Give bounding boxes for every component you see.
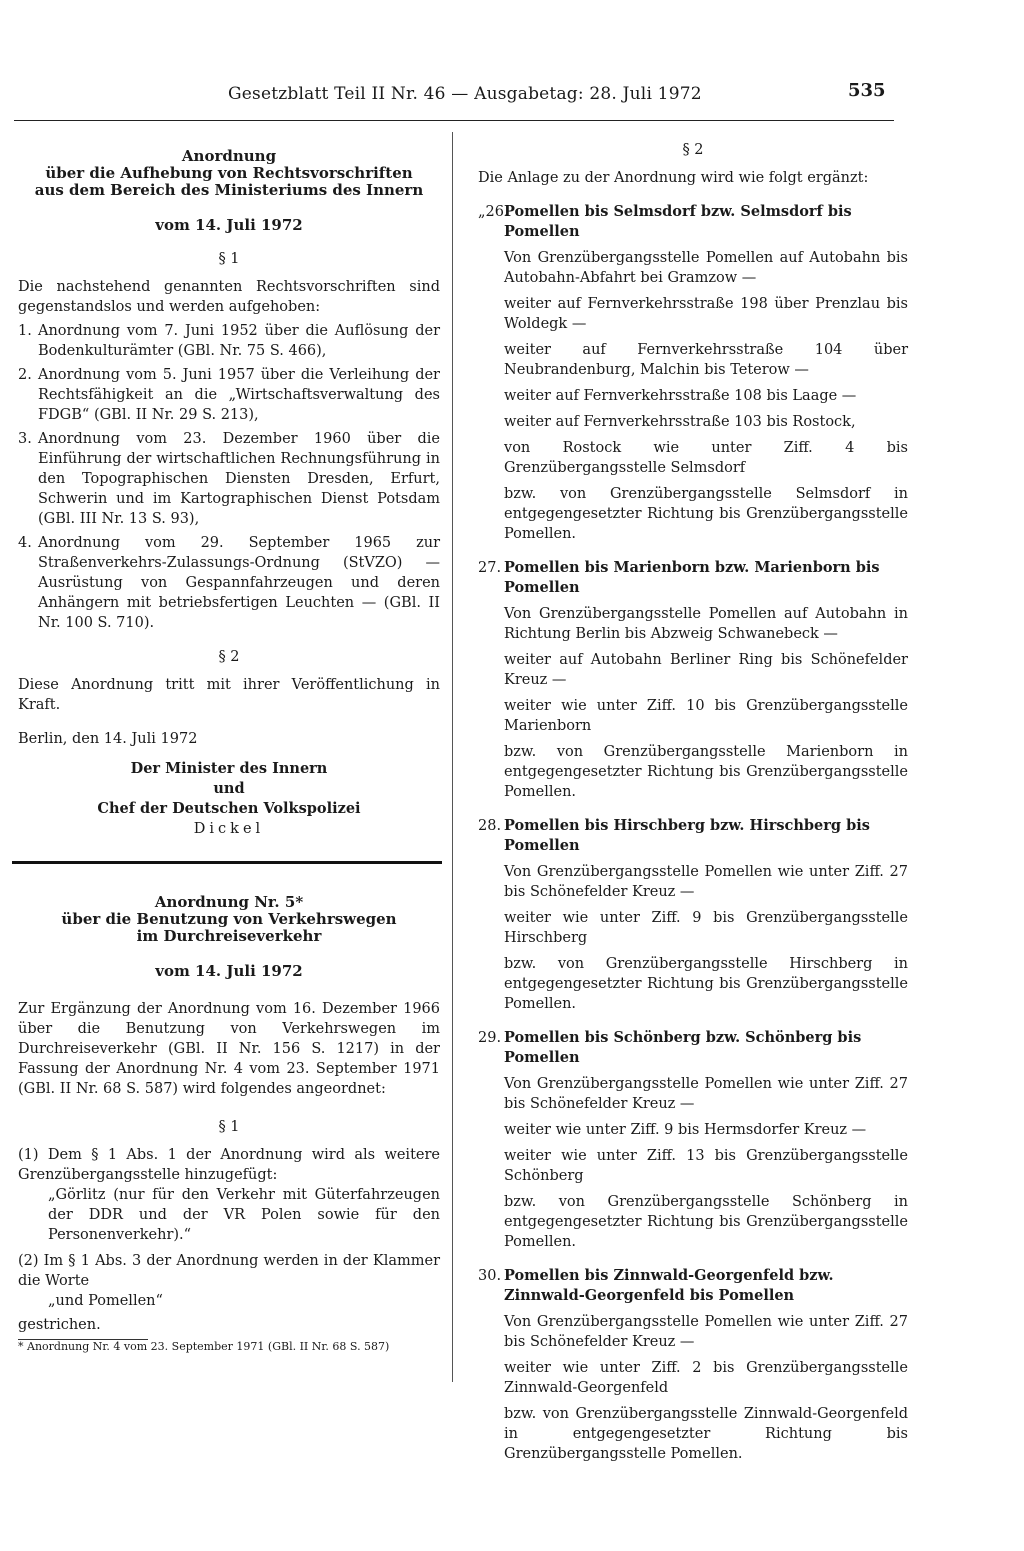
route-line: bzw. von Grenzübergangsstelle Hirschberg in entgegengesetzter Richtung bis Grenzübergangsstelle Pomellen. [504, 956, 908, 1012]
route-number: 29. [478, 1030, 502, 1046]
signature-line: und [213, 780, 245, 797]
route-line: weiter auf Fernverkehrsstraße 104 über Neubrandenburg, Malchin bis Teterow — [504, 342, 908, 378]
doc2-section-2-heading: § 2 [682, 142, 704, 158]
doc1-section-1-intro: Die nachstehend genannten Rechtsvorschriften sind gegenstandslos und werden aufgehoben: [18, 279, 440, 315]
page-number: 535 [848, 80, 886, 101]
route-line: weiter wie unter Ziff. 10 bis Grenzübergangsstelle Marienborn [504, 698, 908, 734]
doc1-title-line: Anordnung [181, 147, 277, 165]
route-heading: Pomellen bis Hirschberg bzw. Hirschberg bis Pomellen [504, 817, 870, 854]
route-line: bzw. von Grenzübergangsstelle Marienborn in entgegengesetzter Richtung bis Grenzübergangsstelle Pomellen. [504, 744, 908, 800]
route-number: 30. [478, 1268, 502, 1284]
route-heading: Pomellen bis Selmsdorf bzw. Selmsdorf bis Pomellen [504, 203, 852, 240]
route-line: weiter wie unter Ziff. 2 bis Grenzübergangsstelle Zinnwald-Georgenfeld [504, 1360, 908, 1396]
column-divider [452, 132, 453, 1382]
doc2-section-2-intro: Die Anlage zu der Anordnung wird wie folgt ergänzt: [478, 170, 869, 186]
header-rule [14, 120, 894, 121]
route-line: weiter wie unter Ziff. 9 bis Hermsdorfer Kreuz — [504, 1122, 867, 1138]
route-heading: Pomellen bis Schönberg bzw. Schönberg bis Pomellen [504, 1029, 862, 1066]
doc2-title-line: Anordnung Nr. 5* [154, 893, 304, 911]
doc1-signature-block [18, 759, 440, 839]
route-line: bzw. von Grenzübergangsstelle Zinnwald-Georgenfeld in entgegengesetzter Richtung bis Grenzübergangsstelle Pomellen. [504, 1406, 908, 1462]
route-line: Von Grenzübergangsstelle Pomellen wie unter Ziff. 27 bis Schönefelder Kreuz — [504, 864, 908, 900]
route-line: weiter auf Fernverkehrsstraße 108 bis Laage — [504, 388, 857, 404]
route-number: 27. [478, 560, 502, 576]
route-line: Von Grenzübergangsstelle Pomellen wie unter Ziff. 27 bis Schönefelder Kreuz — [504, 1076, 908, 1112]
list-item [18, 321, 440, 361]
doc1-title [18, 148, 440, 199]
route-line: weiter auf Fernverkehrsstraße 103 bis Rostock, [504, 414, 856, 430]
list-item-number: 2. [18, 367, 32, 383]
doc2-paragraph-2-end: gestrichen. [18, 1317, 101, 1333]
route-line: weiter auf Fernverkehrsstraße 198 über Prenzlau bis Woldegk — [504, 296, 908, 332]
doc1-section-1-heading: § 1 [218, 251, 240, 267]
list-item-text: Anordnung vom 5. Juni 1957 über die Verleihung der Rechtsfähigkeit an die „Wirtschaftsverwaltung des FDGB“ (GBl. II Nr. 29 S. 213), [38, 367, 440, 423]
doc2-paragraph-1: (1) Dem § 1 Abs. 1 der Anordnung wird als weitere Grenzübergangsstelle hinzugefügt: [18, 1147, 440, 1183]
route-line: von Rostock wie unter Ziff. 4 bis Grenzübergangsstelle Selmsdorf [504, 440, 908, 476]
route-line: Von Grenzübergangsstelle Pomellen auf Autobahn in Richtung Berlin bis Abzweig Schwanebeck — [504, 606, 908, 642]
route-line: bzw. von Grenzübergangsstelle Selmsdorf in entgegengesetzter Richtung bis Grenzübergangsstelle Pomellen. [504, 486, 908, 542]
route-entry [478, 1028, 908, 1252]
route-line: weiter auf Autobahn Berliner Ring bis Schönefelder Kreuz — [504, 652, 908, 688]
signature-name: Dickel [193, 821, 265, 837]
route-line: weiter wie unter Ziff. 13 bis Grenzübergangsstelle Schönberg [504, 1148, 908, 1184]
footnote: * Anordnung Nr. 4 vom 23. September 1971 (GBl. II Nr. 68 S. 587) [18, 1340, 390, 1353]
route-line: Von Grenzübergangsstelle Pomellen wie unter Ziff. 27 bis Schönefelder Kreuz — [504, 1314, 908, 1350]
left-column [18, 148, 440, 1354]
list-item-text: Anordnung vom 29. September 1965 zur Straßenverkehrs-Zulassungs-Ordnung (StVZO) — Ausrüstung von Gespannfahrzeugen und deren Anhängern mit betriebsfertigen Leuchten — (GBl. II Nr. 100 S. 710). [38, 535, 440, 631]
right-column [478, 140, 908, 1464]
route-line: weiter wie unter Ziff. 9 bis Grenzübergangsstelle Hirschberg [504, 910, 908, 946]
list-item-number: 4. [18, 535, 32, 551]
list-item-number: 1. [18, 323, 32, 339]
doc2-title-line: im Durchreiseverkehr [136, 927, 322, 945]
signature-line: Chef der Deutschen Volkspolizei [97, 800, 361, 817]
route-entry [478, 558, 908, 802]
doc1-title-line: aus dem Bereich des Ministeriums des Innern [34, 181, 424, 199]
doc2-intro: Zur Ergänzung der Anordnung vom 16. Dezember 1966 über die Benutzung von Verkehrswegen im Durchreiseverkehr (GBl. II Nr. 156 S. 1217) in der Fassung der Anordnung Nr. 4 vom 23. September 1971 (GBl. II Nr. 68 S. 587) wird folgendes angeordnet: [18, 1001, 440, 1097]
doc2-paragraph-2-quote: „und Pomellen“ [48, 1293, 163, 1309]
route-entry [478, 202, 908, 544]
doc1-date: vom 14. Juli 1972 [155, 216, 303, 234]
doc2-title-line: über die Benutzung von Verkehrswegen [61, 910, 397, 928]
doc2-date: vom 14. Juli 1972 [155, 962, 303, 980]
doc2-paragraph-1-quote: „Görlitz (nur für den Verkehr mit Güterfahrzeugen der DDR und der VR Polen sowie für den Personenverkehr).“ [48, 1187, 440, 1243]
route-heading: Pomellen bis Zinnwald-Georgenfeld bzw. Zinnwald-Georgenfeld bis Pomellen [504, 1267, 834, 1304]
list-item-text: Anordnung vom 7. Juni 1952 über die Auflösung der Bodenkulturämter (GBl. Nr. 75 S. 466), [38, 323, 440, 359]
route-number: 28. [478, 818, 502, 834]
doc2-title [18, 894, 440, 945]
doc1-section-2-text: Diese Anordnung tritt mit ihrer Veröffentlichung in Kraft. [18, 677, 440, 713]
route-number: „26. [478, 204, 509, 220]
list-item [18, 365, 440, 425]
signature-line: Der Minister des Innern [130, 760, 328, 777]
list-item [18, 429, 440, 529]
list-item [18, 533, 440, 633]
route-line: bzw. von Grenzübergangsstelle Schönberg in entgegengesetzter Richtung bis Grenzübergangsstelle Pomellen. [504, 1194, 908, 1250]
route-heading: Pomellen bis Marienborn bzw. Marienborn bis Pomellen [504, 559, 880, 596]
doc1-title-line: über die Aufhebung von Rechtsvorschriften [45, 164, 413, 182]
route-line: Von Grenzübergangsstelle Pomellen auf Autobahn bis Autobahn-Abfahrt bei Gramzow — [504, 250, 908, 286]
doc2-section-1-heading: § 1 [218, 1119, 240, 1135]
doc2-paragraph-2: (2) Im § 1 Abs. 3 der Anordnung werden in der Klammer die Worte [18, 1253, 440, 1289]
list-item-text: Anordnung vom 23. Dezember 1960 über die Einführung der wirtschaftlichen Rechnungsführung in den Topographischen Diensten Dresden, Erfurt, Schwerin und im Kartographischen Dienst Potsdam (GBl. III Nr. 13 S. 93), [38, 431, 440, 527]
list-item-number: 3. [18, 431, 32, 447]
document-separator [12, 861, 442, 864]
route-entry [478, 816, 908, 1014]
route-entry [478, 1266, 908, 1464]
doc1-place-date: Berlin, den 14. Juli 1972 [18, 731, 198, 747]
doc1-section-2-heading: § 2 [218, 649, 240, 665]
running-header: Gesetzblatt Teil II Nr. 46 — Ausgabetag: 28. Juli 1972 [228, 84, 702, 104]
